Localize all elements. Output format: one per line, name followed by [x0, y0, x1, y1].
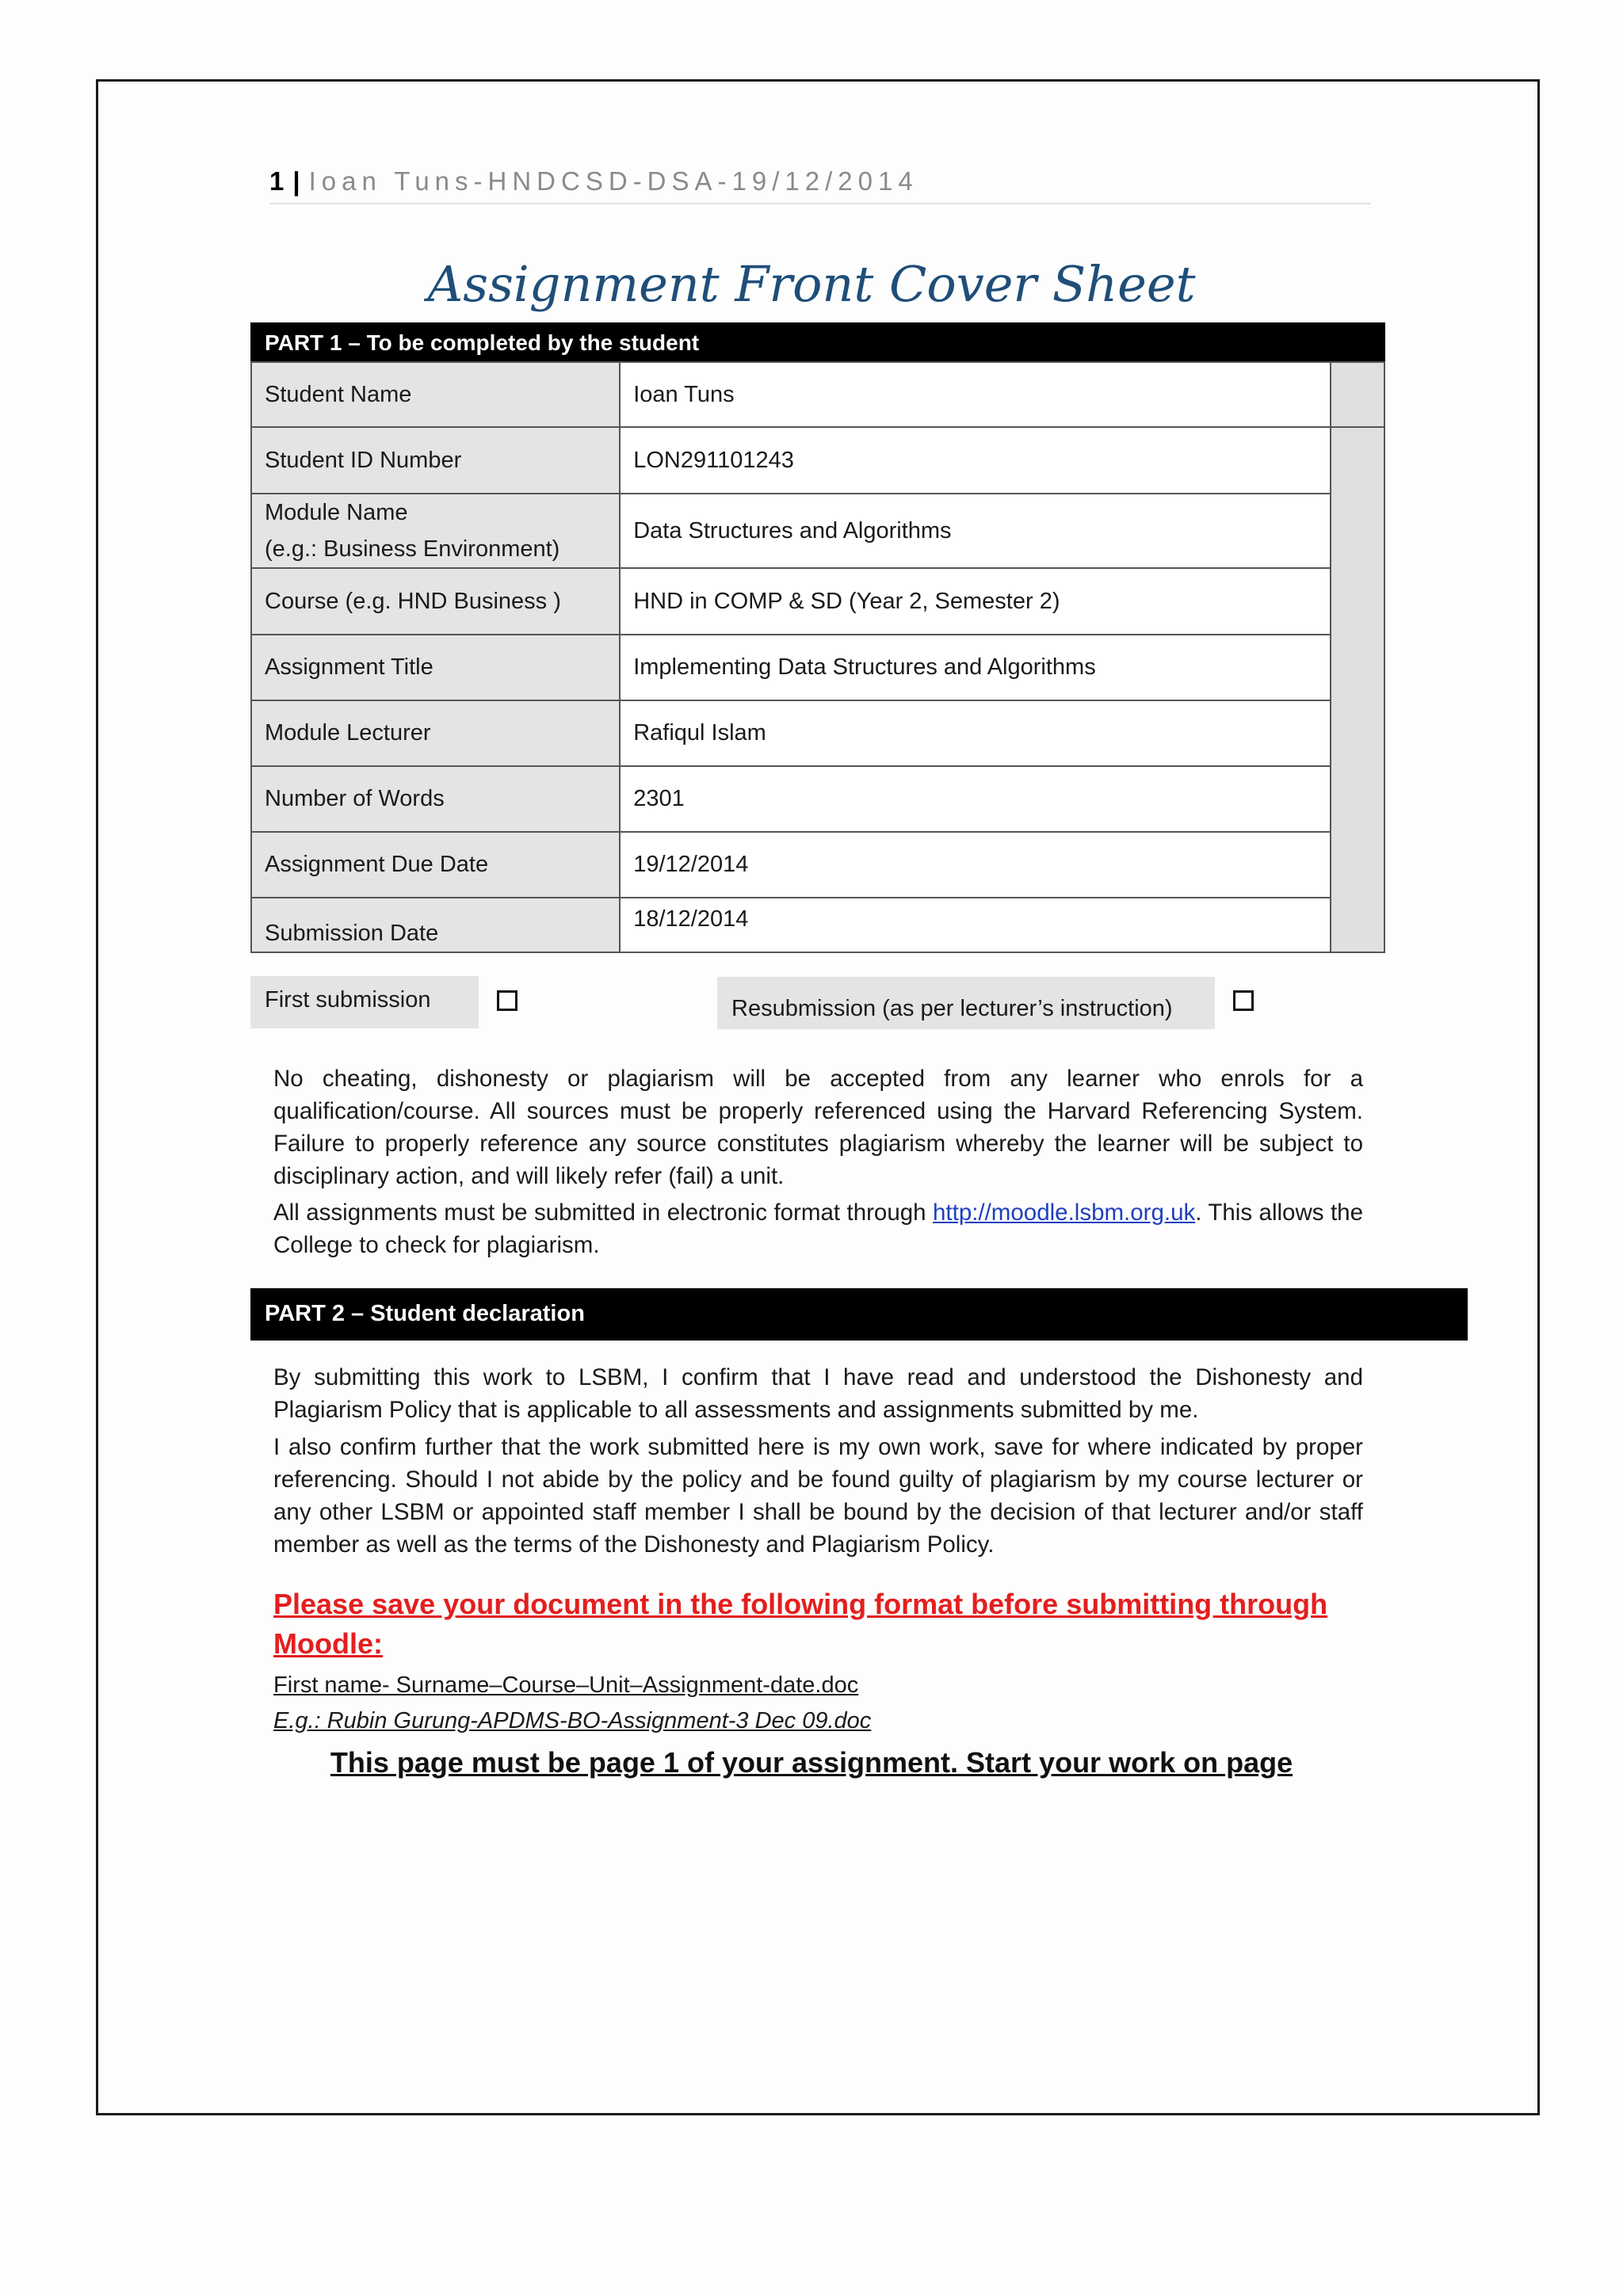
submission-text-start: All assignments must be submitted in electronic format through	[273, 1199, 934, 1226]
row-label	[251, 494, 620, 568]
table-row	[251, 568, 1384, 635]
filename-example: E.g.: Rubin Gurung-APDMS-BO-Assignment-3 Dec 09.doc	[273, 1708, 872, 1733]
row-label: Submission Date	[251, 898, 620, 952]
course-value: HND in COMP & SD (Year 2, Semester 2)	[620, 568, 1331, 635]
module-name-label: Module Name	[265, 500, 408, 525]
side-column	[1331, 427, 1384, 952]
row-label: Module Lecturer	[251, 700, 620, 766]
row-label: Number of Words	[251, 766, 620, 832]
part2-heading: PART 2 – Student declaration	[250, 1288, 1468, 1341]
due-date-value: 19/12/2014	[620, 832, 1331, 898]
declaration-paragraph-1: By submitting this work to LSBM, I confirm that I have read and understood the Dishonesty and Plagiarism Policy that is applicable to all assessments and assignments submitted by me.	[273, 1364, 1363, 1423]
resubmission-checkbox[interactable]	[1233, 990, 1254, 1011]
student-id-value: LON291101243	[620, 427, 1331, 494]
page-title: Assignment Front Cover Sheet	[427, 255, 1196, 313]
table-row	[251, 635, 1384, 700]
declaration-paragraph-2: I also confirm further that the work submitted here is my own work, save for where indicated by proper referencing. Should I not abide by the policy and be found guilty of plagiarism by my course lecturer or any other LSBM or appointed staff member I shall be bound by the decision of that lecturer and/or staff member as well as the terms of the Dishonesty and Plagiarism Policy.	[273, 1434, 1363, 1558]
row-label: Student ID Number	[251, 427, 620, 494]
running-header	[269, 166, 1371, 204]
header-text: Ioan Tuns-HNDCSD-DSA-19/12/2014	[308, 166, 918, 196]
student-info-table	[250, 361, 1385, 953]
save-format-notice: Please save your document in the following format before submitting through Moodle:	[273, 1588, 1328, 1660]
table-row	[251, 362, 1384, 427]
module-lecturer-value: Rafiqul Islam	[620, 700, 1331, 766]
plagiarism-policy-text: No cheating, dishonesty or plagiarism will be accepted from any learner who enrols for a qualification/course. All sources must be properly referenced using the Harvard Referencing System. Failure to properly reference any source constitutes plagiarism whereby the learner will be subject to disciplinary action, and will likely refer (fail) a unit.	[273, 1066, 1363, 1189]
page-number: 1	[269, 166, 290, 196]
row-label: Assignment Due Date	[251, 832, 620, 898]
electronic-submission-text	[273, 1196, 1363, 1261]
first-submission-label: First submission	[250, 976, 479, 1028]
first-submission-checkbox[interactable]	[497, 990, 517, 1011]
side-cell	[1331, 362, 1384, 427]
table-row	[251, 427, 1384, 494]
part1-heading: PART 1 – To be completed by the student	[250, 322, 1385, 361]
table-row	[251, 766, 1384, 832]
row-label: Assignment Title	[251, 635, 620, 700]
submission-date-value: 18/12/2014	[620, 898, 1331, 952]
student-name-value: Ioan Tuns	[620, 362, 1331, 427]
filename-format: First name- Surname–Course–Unit–Assignment-date.doc	[273, 1672, 859, 1698]
submission-text-end: . This allows the College to check for plagiarism.	[273, 1199, 1363, 1258]
table-row	[251, 700, 1384, 766]
resubmission-label: Resubmission (as per lecturer’s instruction)	[717, 977, 1215, 1029]
assignment-title-value: Implementing Data Structures and Algorithms	[620, 635, 1331, 700]
module-name-value: Data Structures and Algorithms	[620, 494, 1331, 568]
word-count-value: 2301	[620, 766, 1331, 832]
header-separator: |	[292, 166, 306, 196]
row-label: Course (e.g. HND Business )	[251, 568, 620, 635]
moodle-link[interactable]: http://moodle.lsbm.org.uk	[933, 1199, 1196, 1226]
table-row	[251, 494, 1384, 568]
table-row	[251, 832, 1384, 898]
module-name-example: (e.g.: Business Environment)	[265, 536, 560, 562]
page-one-note: This page must be page 1 of your assignment. Start your work on page	[330, 1746, 1293, 1779]
table-row	[251, 898, 1384, 952]
row-label: Student Name	[251, 362, 620, 427]
